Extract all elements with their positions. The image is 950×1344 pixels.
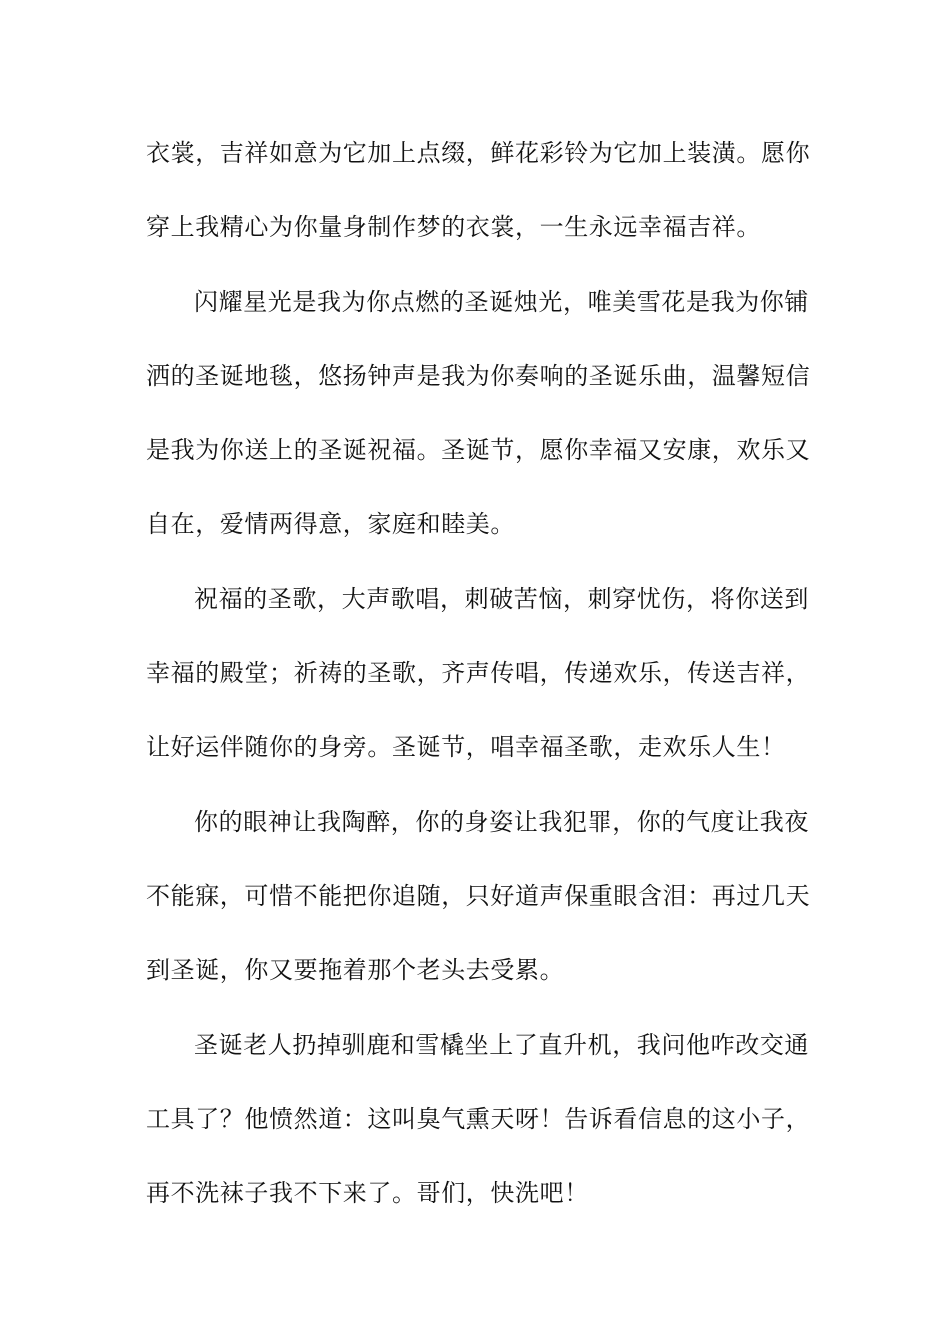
text-line: 到圣诞，你又要拖着那个老头去受累。 bbox=[146, 956, 565, 984]
text-line: 祝福的圣歌，大声歌唱，刺破苦恼，刺穿忧伤，将你送到 bbox=[194, 585, 809, 613]
text-line: 让好运伴随你的身旁。圣诞节，唱幸福圣歌，走欢乐人生！ bbox=[146, 733, 786, 761]
text-line: 自在，爱情两得意，家庭和睦美。 bbox=[146, 510, 515, 538]
text-line: 是我为你送上的圣诞祝福。圣诞节，愿你幸福又安康，欢乐又 bbox=[146, 436, 811, 464]
text-line: 衣裳，吉祥如意为它加上点缀，鲜花彩铃为它加上装潢。愿你 bbox=[146, 139, 811, 167]
text-line: 洒的圣诞地毯，悠扬钟声是我为你奏响的圣诞乐曲，温馨短信 bbox=[146, 362, 811, 390]
text-line: 不能寐，可惜不能把你追随，只好道声保重眼含泪：再过几天 bbox=[146, 882, 811, 910]
text-line: 幸福的殿堂；祈祷的圣歌，齐声传唱，传递欢乐，传送吉祥， bbox=[146, 659, 811, 687]
text-line: 闪耀星光是我为你点燃的圣诞烛光，唯美雪花是我为你铺 bbox=[194, 288, 809, 316]
text-line: 再不洗袜子我不下来了。哥们，快洗吧！ bbox=[146, 1179, 589, 1207]
text-line: 穿上我精心为你量身制作梦的衣裳，一生永远幸福吉祥。 bbox=[146, 213, 761, 241]
text-line: 圣诞老人扔掉驯鹿和雪橇坐上了直升机，我问他咋改交通 bbox=[194, 1031, 809, 1059]
text-line: 工具了？他愤然道：这叫臭气熏天呀！告诉看信息的这小子， bbox=[146, 1105, 811, 1133]
text-line: 你的眼神让我陶醉，你的身姿让我犯罪，你的气度让我夜 bbox=[194, 808, 809, 836]
